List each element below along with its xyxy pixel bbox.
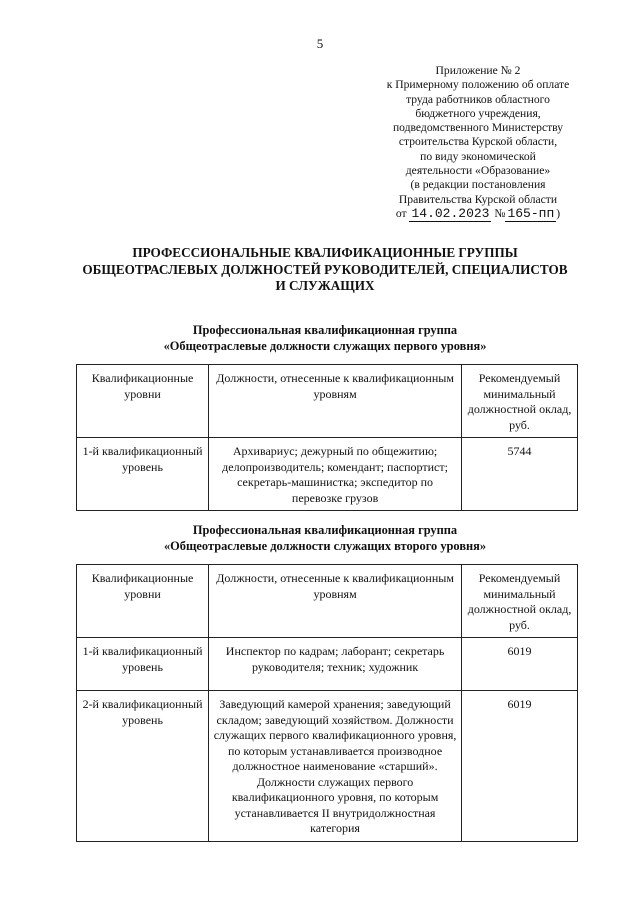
table-header-row [77, 365, 578, 438]
level-cell: 2-й квалификационный уровень [77, 691, 209, 842]
table-row [77, 691, 578, 842]
closing-paren: ) [556, 206, 561, 220]
appendix-line: Правительства Курской области [398, 192, 558, 206]
resolution-date-line [370, 207, 586, 221]
appendix-line: к Примерному положению об оплате [386, 78, 570, 92]
appendix-line: труда работников областного [406, 92, 550, 106]
group-title-line: «Общеотраслевые должности служащих первого уровня» [163, 339, 487, 353]
number-prefix: № [494, 206, 506, 220]
header-cell: Рекомендуемый минимальный должностной оклад, руб. [462, 365, 578, 438]
appendix-line: подведомственного Министерству [392, 121, 564, 135]
main-title-line: ПРОФЕССИОНАЛЬНЫЕ КВАЛИФИКАЦИОННЫЕ ГРУППЫ [132, 245, 518, 260]
main-title-line: И СЛУЖАЩИХ [275, 278, 375, 293]
appendix-line: (в редакции постановления [410, 178, 546, 192]
group-title-line: Профессиональная квалификационная группа [192, 523, 458, 537]
group-1-table [76, 364, 578, 511]
appendix-block [370, 64, 586, 221]
positions-cell: Заведующий камерой хранения; заведующий складом; заведующий хозяйством. Должности служащих первого квалификационного уровня, по которым устанавливается производное должностное наименование «старший». Должности служащих первого квалификационного уровня, по которым устанавливается II внутридолжностная категория [209, 691, 462, 842]
resolution-date: 14.02.2023 [411, 205, 490, 221]
appendix-line: Приложение № 2 [435, 64, 521, 77]
table-header-row [77, 565, 578, 638]
date-prefix: от [395, 206, 407, 220]
group-2-title [90, 522, 560, 554]
header-cell: Рекомендуемый минимальный должностной оклад, руб. [462, 565, 578, 638]
header-cell: Квалификационные уровни [77, 365, 209, 438]
main-title [60, 245, 590, 295]
appendix-line: строительства Курской области, [398, 135, 558, 149]
resolution-number: 165-пп [507, 205, 555, 221]
salary-cell: 6019 [462, 638, 578, 691]
salary-cell: 6019 [462, 691, 578, 842]
table-row [77, 438, 578, 511]
appendix-line: бюджетного учреждения, [415, 106, 541, 120]
header-cell: Должности, отнесенные к квалификационным уровням [209, 365, 462, 438]
appendix-line: по виду экономической [420, 149, 536, 163]
group-title-line: «Общеотраслевые должности служащих второго уровня» [163, 539, 487, 553]
salary-cell: 5744 [462, 438, 578, 511]
main-title-line: ОБЩЕОТРАСЛЕВЫХ ДОЛЖНОСТЕЙ РУКОВОДИТЕЛЕЙ, СПЕЦИАЛИСТОВ [82, 261, 568, 277]
table-row [77, 638, 578, 691]
positions-cell: Инспектор по кадрам; лаборант; секретарь руководителя; техник; художник [209, 638, 462, 691]
level-cell: 1-й квалификационный уровень [77, 638, 209, 691]
group-1-title [90, 322, 560, 354]
level-cell: 1-й квалификационный уровень [77, 438, 209, 511]
page-number: 5 [316, 36, 324, 51]
group-2-table [76, 564, 578, 842]
positions-cell: Архивариус; дежурный по общежитию; делопроизводитель; комендант; паспортист; секретарь-машинистка; экспедитор по перевозке грузов [209, 438, 462, 511]
header-cell: Квалификационные уровни [77, 565, 209, 638]
group-title-line: Профессиональная квалификационная группа [192, 323, 458, 337]
appendix-line: деятельности «Образование» [405, 164, 551, 178]
header-cell: Должности, отнесенные к квалификационным уровням [209, 565, 462, 638]
